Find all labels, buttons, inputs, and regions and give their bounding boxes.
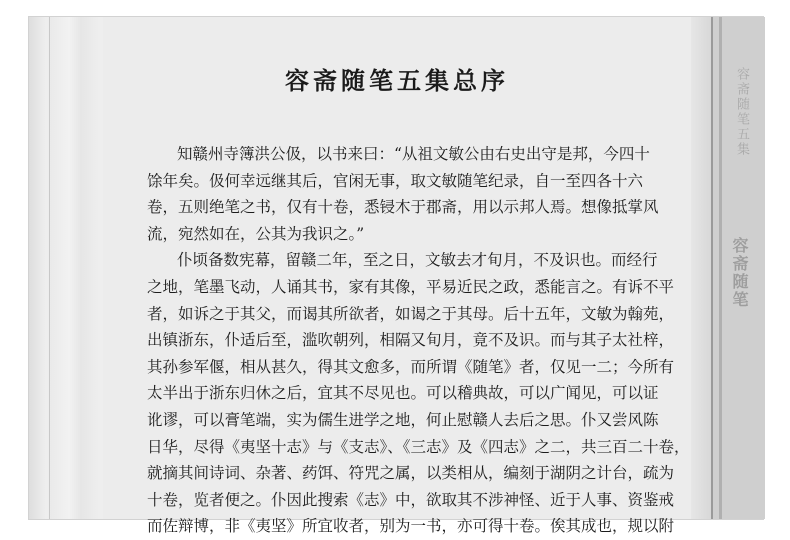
text-line: 者，如诉之于其父，而谒其所欲者，如谒之于其母。后十五年，文敏为翰苑， [147, 304, 675, 323]
page-edge-line [49, 17, 50, 519]
page-body [147, 141, 690, 540]
text-line: 馀年矣。伋何幸远继其后，官闲无事，取文敏随笔纪录，自一至四各十六 [147, 171, 644, 190]
text-line: 就摘其间诗词、杂著、药饵、符咒之属，以类相从，编刻于湖阴之计台，疏为 [147, 464, 675, 483]
book-spine [711, 17, 765, 519]
text-line: 仆顷备数宪幕，留赣二年，至之日，文敏去才旬月，不及识也。而经行 [177, 251, 658, 270]
scanned-book-page [28, 16, 764, 536]
text-line: 太半出于浙东归休之后，宜其不尽见也。可以稽典故，可以广闻见，可以证 [147, 384, 659, 403]
text-line: 而佐辩博，非《夷坚》所宜收者，别为一书，亦可得十卷。俟其成也，规以附 [147, 517, 675, 536]
left-page-edge [29, 17, 104, 519]
text-line: 十卷，览者便之。仆因此搜索《志》中，欲取其不涉神怪、近于人事、资鉴戒 [147, 490, 675, 509]
text-line: 其孙参军偃，相从甚久，得其文愈多，而所谓《随笔》者，仅见一二；今所有 [147, 357, 675, 376]
text-line: 出镇浙东，仆适后至，滥吹朝列，相隔又旬月，竟不及识。而与其子太社梓， [147, 331, 675, 350]
spine-text-mid: 容斋随笔 [730, 237, 749, 309]
spine-bar [719, 17, 722, 519]
page-title: 容斋随笔五集总序 [285, 66, 509, 95]
text-line: 讹谬，可以膏笔端，实为儒生进学之地，何止慰赣人去后之思。仆又尝风陈 [147, 410, 659, 429]
spine-text-top: 容斋随笔五集 [734, 67, 749, 157]
page-gutter [691, 17, 711, 519]
book-page [103, 17, 691, 536]
text-line: 之地，笔墨飞动，人诵其书，家有其像，平易近民之政，悉能言之。有诉不平 [147, 277, 675, 296]
text-line: 知赣州寺簿洪公伋，以书来曰：“从祖文敏公由右史出守是邦，今四十 [177, 145, 650, 163]
text-line: 卷，五则绝笔之书，仅有十卷，悉锓木于郡斋，用以示邦人焉。想像抵掌风 [147, 198, 659, 217]
text-line: 日华，尽得《夷坚十志》与《支志》、《三志》及《四志》之二，共三百二十卷， [147, 437, 690, 456]
text-line: 流，宛然如在，公其为我识之。” [147, 224, 365, 243]
